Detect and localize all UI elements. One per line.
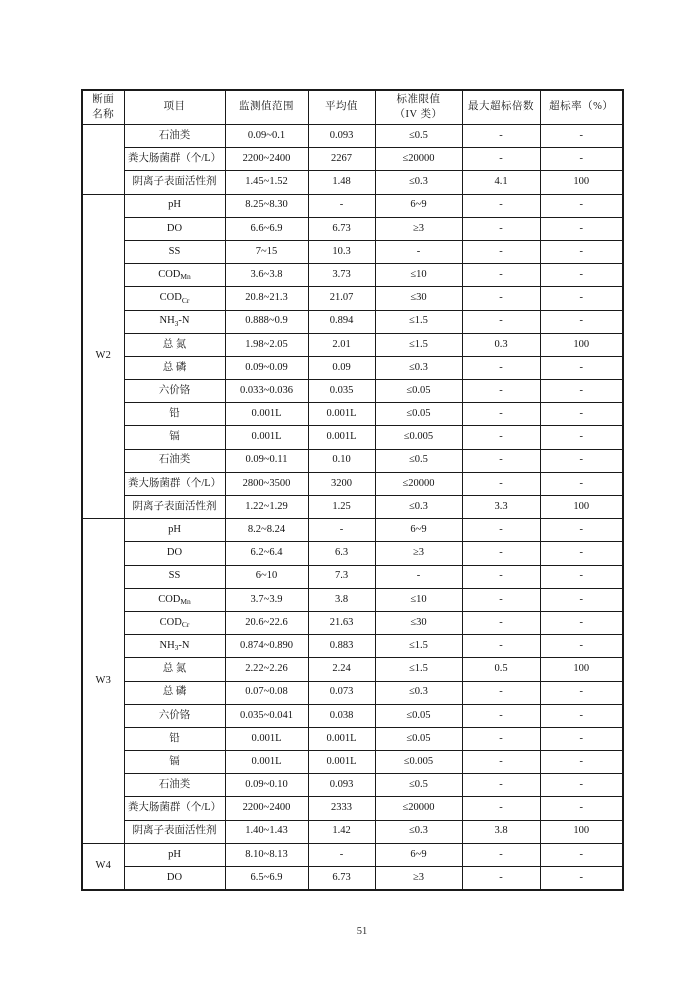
cell-range: 3.7~3.9 xyxy=(225,588,308,611)
cell-item xyxy=(124,148,225,171)
cell-item xyxy=(124,565,225,588)
cell-rate: - xyxy=(540,588,623,611)
cell-limit: ≤0.005 xyxy=(375,751,462,774)
cell-avg: 2.24 xyxy=(308,658,375,681)
item-subscript: Mn xyxy=(180,272,191,282)
item-text: 粪大肠菌群（个/L） xyxy=(127,802,222,814)
cell-max_multiple: 0.3 xyxy=(462,333,540,356)
item-text: 粪大肠菌群（个/L） xyxy=(127,153,222,165)
cell-range: 2800~3500 xyxy=(225,472,308,495)
table-row xyxy=(82,449,623,472)
cell-limit: ≤0.3 xyxy=(375,820,462,843)
cell-limit: ≤0.005 xyxy=(375,426,462,449)
cell-avg: 7.3 xyxy=(308,565,375,588)
cell-max_multiple: 4.1 xyxy=(462,171,540,194)
cell-limit: ≤0.5 xyxy=(375,125,462,148)
cell-item xyxy=(124,356,225,379)
cell-limit: ≤20000 xyxy=(375,472,462,495)
cell-range: 0.874~0.890 xyxy=(225,635,308,658)
table-row xyxy=(82,171,623,194)
cell-avg: 6.73 xyxy=(308,867,375,891)
cell-range: 1.40~1.43 xyxy=(225,820,308,843)
item-text: 六价铬 xyxy=(158,384,191,396)
cell-item xyxy=(124,704,225,727)
cell-item xyxy=(124,843,225,866)
cell-avg: 0.093 xyxy=(308,125,375,148)
item-text: 粪大肠菌群（个/L） xyxy=(127,477,222,489)
cell-rate: - xyxy=(540,727,623,750)
cell-rate: - xyxy=(540,774,623,797)
cell-avg: 0.883 xyxy=(308,635,375,658)
cell-range: 2.22~2.26 xyxy=(225,658,308,681)
cell-range: 0.09~0.09 xyxy=(225,356,308,379)
cell-max_multiple: - xyxy=(462,797,540,820)
cell-max_multiple: - xyxy=(462,125,540,148)
cell-range: 8.10~8.13 xyxy=(225,843,308,866)
cell-range: 0.001L xyxy=(225,426,308,449)
cell-max_multiple: - xyxy=(462,449,540,472)
cell-range: 3.6~3.8 xyxy=(225,264,308,287)
table-row xyxy=(82,148,623,171)
item-text: 总 磷 xyxy=(162,361,187,373)
cell-max_multiple: - xyxy=(462,751,540,774)
cell-range: 0.07~0.08 xyxy=(225,681,308,704)
item-subscript: 3 xyxy=(174,643,179,653)
cell-item xyxy=(124,472,225,495)
cell-avg: 2333 xyxy=(308,797,375,820)
cell-limit: ≤0.3 xyxy=(375,356,462,379)
cell-avg: 0.001L xyxy=(308,403,375,426)
cell-item xyxy=(124,774,225,797)
cell-avg: 3200 xyxy=(308,472,375,495)
table-row xyxy=(82,333,623,356)
cell-avg: 0.09 xyxy=(308,356,375,379)
cell-avg: 2.01 xyxy=(308,333,375,356)
table-row xyxy=(82,194,623,217)
cell-avg: 0.001L xyxy=(308,751,375,774)
cell-item xyxy=(124,426,225,449)
item-text: 总 氮 xyxy=(162,663,187,675)
item-text: 镉 xyxy=(169,755,180,767)
cell-item xyxy=(124,403,225,426)
table-row xyxy=(82,635,623,658)
cell-rate: 100 xyxy=(540,333,623,356)
cell-item xyxy=(124,542,225,565)
cell-limit: ≤0.5 xyxy=(375,449,462,472)
cell-limit: ≤0.3 xyxy=(375,496,462,519)
cell-rate: - xyxy=(540,240,623,263)
table-row xyxy=(82,588,623,611)
cell-item xyxy=(124,751,225,774)
cell-range: 0.001L xyxy=(225,751,308,774)
cell-avg: 0.038 xyxy=(308,704,375,727)
item-text: 总 氮 xyxy=(162,338,187,350)
cell-avg: 3.73 xyxy=(308,264,375,287)
cell-rate: - xyxy=(540,194,623,217)
cell-max_multiple: - xyxy=(462,565,540,588)
cell-limit: ≤1.5 xyxy=(375,635,462,658)
column-header-range: 监测值范围 xyxy=(225,90,308,125)
cell-avg: 10.3 xyxy=(308,240,375,263)
cell-limit: ≤20000 xyxy=(375,148,462,171)
cell-max_multiple: - xyxy=(462,774,540,797)
cell-avg: 3.8 xyxy=(308,588,375,611)
cell-range: 7~15 xyxy=(225,240,308,263)
cell-avg: 1.25 xyxy=(308,496,375,519)
item-subscript: Cr xyxy=(181,295,190,305)
item-text: 石油类 xyxy=(158,454,191,466)
cell-max_multiple: - xyxy=(462,635,540,658)
cell-rate: - xyxy=(540,356,623,379)
cell-range: 0.035~0.041 xyxy=(225,704,308,727)
item-text: COD xyxy=(158,593,181,605)
cell-limit: ≤10 xyxy=(375,588,462,611)
cell-range: 0.09~0.1 xyxy=(225,125,308,148)
item-text: NH xyxy=(159,639,175,651)
cell-max_multiple: - xyxy=(462,704,540,727)
cell-rate: 100 xyxy=(540,820,623,843)
cell-rate: - xyxy=(540,843,623,866)
cell-limit: ≤20000 xyxy=(375,797,462,820)
table-row xyxy=(82,496,623,519)
cell-rate: - xyxy=(540,542,623,565)
table-row xyxy=(82,611,623,634)
item-text: COD xyxy=(159,292,182,304)
cell-max_multiple: - xyxy=(462,867,540,891)
cell-rate: - xyxy=(540,472,623,495)
cell-max_multiple: - xyxy=(462,217,540,240)
cell-limit: ≤0.5 xyxy=(375,774,462,797)
cell-rate: - xyxy=(540,264,623,287)
cell-range: 0.09~0.11 xyxy=(225,449,308,472)
cell-rate: - xyxy=(540,681,623,704)
cell-avg: 21.63 xyxy=(308,611,375,634)
cell-limit: ≤0.3 xyxy=(375,171,462,194)
cell-avg: 21.07 xyxy=(308,287,375,310)
column-header-max_multiple: 最大超标倍数 xyxy=(462,90,540,125)
table-row xyxy=(82,519,623,542)
cell-item xyxy=(124,264,225,287)
column-header-limit: 标准限值 （IV 类） xyxy=(375,90,462,125)
cell-item xyxy=(124,658,225,681)
cell-max_multiple: - xyxy=(462,240,540,263)
cell-limit: ≤0.05 xyxy=(375,403,462,426)
item-text-tail: -N xyxy=(178,315,190,327)
table-header xyxy=(82,90,623,125)
item-text: DO xyxy=(166,222,183,234)
item-text: DO xyxy=(166,871,183,883)
cell-avg: 1.42 xyxy=(308,820,375,843)
cell-avg: 0.035 xyxy=(308,380,375,403)
cell-item xyxy=(124,171,225,194)
cell-max_multiple: - xyxy=(462,403,540,426)
cell-item xyxy=(124,797,225,820)
table-row xyxy=(82,542,623,565)
cell-limit: ≤0.05 xyxy=(375,704,462,727)
item-text: 铅 xyxy=(169,732,180,744)
cell-rate: - xyxy=(540,125,623,148)
cell-avg: 2267 xyxy=(308,148,375,171)
cell-rate: - xyxy=(540,635,623,658)
cell-limit: 6~9 xyxy=(375,519,462,542)
cell-rate: - xyxy=(540,611,623,634)
cell-range: 8.2~8.24 xyxy=(225,519,308,542)
water-quality-monitoring-table xyxy=(81,89,624,891)
cell-avg: 0.10 xyxy=(308,449,375,472)
table-body xyxy=(82,125,623,891)
item-text: 镉 xyxy=(169,431,180,443)
cell-rate: - xyxy=(540,426,623,449)
column-header-rate: 超标率（%） xyxy=(540,90,623,125)
section-name-cell: W3 xyxy=(82,519,124,844)
cell-range: 20.8~21.3 xyxy=(225,287,308,310)
table-row xyxy=(82,658,623,681)
table-row xyxy=(82,751,623,774)
item-subscript: Cr xyxy=(181,620,190,630)
cell-item xyxy=(124,287,225,310)
table-row xyxy=(82,843,623,866)
cell-limit: ≤1.5 xyxy=(375,333,462,356)
cell-avg: 1.48 xyxy=(308,171,375,194)
cell-item xyxy=(124,217,225,240)
cell-avg: - xyxy=(308,194,375,217)
cell-limit: - xyxy=(375,240,462,263)
item-text: 总 磷 xyxy=(162,686,187,698)
cell-item xyxy=(124,519,225,542)
cell-max_multiple: - xyxy=(462,681,540,704)
table-row xyxy=(82,797,623,820)
cell-rate: 100 xyxy=(540,171,623,194)
cell-item xyxy=(124,449,225,472)
item-text: COD xyxy=(158,268,181,280)
cell-item xyxy=(124,194,225,217)
cell-item xyxy=(124,820,225,843)
cell-range: 6.2~6.4 xyxy=(225,542,308,565)
cell-rate: 100 xyxy=(540,658,623,681)
table-row xyxy=(82,264,623,287)
cell-avg: 0.073 xyxy=(308,681,375,704)
cell-limit: 6~9 xyxy=(375,194,462,217)
cell-max_multiple: - xyxy=(462,727,540,750)
cell-range: 6.6~6.9 xyxy=(225,217,308,240)
item-text: 阴离子表面活性剂 xyxy=(132,825,217,837)
cell-rate: - xyxy=(540,403,623,426)
cell-rate: - xyxy=(540,148,623,171)
cell-max_multiple: 3.8 xyxy=(462,820,540,843)
cell-rate: - xyxy=(540,217,623,240)
item-text: 阴离子表面活性剂 xyxy=(132,500,217,512)
cell-max_multiple: - xyxy=(462,380,540,403)
cell-max_multiple: - xyxy=(462,356,540,379)
cell-avg: 6.73 xyxy=(308,217,375,240)
cell-max_multiple: - xyxy=(462,611,540,634)
cell-limit: ≤1.5 xyxy=(375,658,462,681)
table-row xyxy=(82,727,623,750)
cell-max_multiple: - xyxy=(462,194,540,217)
cell-item xyxy=(124,125,225,148)
cell-avg: 0.001L xyxy=(308,426,375,449)
cell-max_multiple: - xyxy=(462,542,540,565)
table-row xyxy=(82,820,623,843)
cell-range: 6.5~6.9 xyxy=(225,867,308,891)
cell-max_multiple: - xyxy=(462,264,540,287)
cell-limit: ≥3 xyxy=(375,867,462,891)
item-text-tail: -N xyxy=(178,639,190,651)
cell-range: 20.6~22.6 xyxy=(225,611,308,634)
cell-max_multiple: - xyxy=(462,519,540,542)
cell-range: 2200~2400 xyxy=(225,148,308,171)
table-row xyxy=(82,867,623,891)
table-row xyxy=(82,403,623,426)
item-text: COD xyxy=(159,616,182,628)
cell-limit: ≤0.05 xyxy=(375,380,462,403)
cell-rate: - xyxy=(540,380,623,403)
cell-limit: ≤10 xyxy=(375,264,462,287)
item-subscript: Mn xyxy=(180,597,191,607)
cell-max_multiple: - xyxy=(462,472,540,495)
cell-max_multiple: - xyxy=(462,287,540,310)
cell-limit: 6~9 xyxy=(375,843,462,866)
item-text: 阴离子表面活性剂 xyxy=(132,176,217,188)
cell-rate: - xyxy=(540,519,623,542)
cell-max_multiple: 3.3 xyxy=(462,496,540,519)
cell-item xyxy=(124,588,225,611)
cell-max_multiple: - xyxy=(462,148,540,171)
item-text: pH xyxy=(168,848,181,860)
item-text: SS xyxy=(168,245,181,257)
table-row xyxy=(82,356,623,379)
table-row xyxy=(82,565,623,588)
cell-max_multiple: - xyxy=(462,588,540,611)
column-header-item: 项目 xyxy=(124,90,225,125)
item-text: SS xyxy=(168,570,181,582)
column-header-section: 断面 名称 xyxy=(82,90,124,125)
cell-range: 1.98~2.05 xyxy=(225,333,308,356)
cell-range: 0.888~0.9 xyxy=(225,310,308,333)
cell-range: 6~10 xyxy=(225,565,308,588)
cell-item xyxy=(124,310,225,333)
cell-item xyxy=(124,240,225,263)
cell-avg: 0.894 xyxy=(308,310,375,333)
table-row xyxy=(82,681,623,704)
table-row xyxy=(82,472,623,495)
cell-limit: ≥3 xyxy=(375,217,462,240)
table-row xyxy=(82,125,623,148)
section-name-cell: W2 xyxy=(82,194,124,519)
section-name-cell: W4 xyxy=(82,843,124,890)
cell-item xyxy=(124,380,225,403)
cell-limit: ≤30 xyxy=(375,611,462,634)
cell-rate: - xyxy=(540,751,623,774)
cell-max_multiple: - xyxy=(462,310,540,333)
table-row xyxy=(82,287,623,310)
cell-rate: - xyxy=(540,287,623,310)
cell-max_multiple: - xyxy=(462,843,540,866)
cell-avg: 0.093 xyxy=(308,774,375,797)
item-text: 石油类 xyxy=(158,779,191,791)
cell-rate: - xyxy=(540,449,623,472)
cell-rate: - xyxy=(540,310,623,333)
cell-range: 0.09~0.10 xyxy=(225,774,308,797)
item-text: DO xyxy=(166,547,183,559)
cell-rate: - xyxy=(540,565,623,588)
cell-item xyxy=(124,611,225,634)
page-number: 51 xyxy=(356,926,368,937)
cell-item xyxy=(124,635,225,658)
cell-item xyxy=(124,333,225,356)
cell-item xyxy=(124,867,225,891)
cell-limit: ≥3 xyxy=(375,542,462,565)
cell-limit: ≤1.5 xyxy=(375,310,462,333)
cell-rate: 100 xyxy=(540,496,623,519)
item-text: pH xyxy=(168,524,181,536)
table-row xyxy=(82,774,623,797)
cell-range: 2200~2400 xyxy=(225,797,308,820)
cell-range: 8.25~8.30 xyxy=(225,194,308,217)
cell-limit: ≤30 xyxy=(375,287,462,310)
table-row xyxy=(82,704,623,727)
column-header-avg: 平均值 xyxy=(308,90,375,125)
cell-max_multiple: - xyxy=(462,426,540,449)
cell-avg: - xyxy=(308,843,375,866)
cell-avg: 6.3 xyxy=(308,542,375,565)
table-row xyxy=(82,380,623,403)
cell-range: 0.001L xyxy=(225,727,308,750)
cell-item xyxy=(124,727,225,750)
item-text: 六价铬 xyxy=(158,709,191,721)
cell-item xyxy=(124,681,225,704)
table-row xyxy=(82,217,623,240)
cell-limit: ≤0.05 xyxy=(375,727,462,750)
item-text: NH xyxy=(159,315,175,327)
section-name-cell xyxy=(82,125,124,195)
cell-item xyxy=(124,496,225,519)
header-row xyxy=(82,90,623,125)
cell-range: 0.001L xyxy=(225,403,308,426)
item-subscript: 3 xyxy=(174,318,179,328)
item-text: pH xyxy=(168,199,181,211)
cell-limit: - xyxy=(375,565,462,588)
table-row xyxy=(82,426,623,449)
table-row xyxy=(82,310,623,333)
cell-rate: - xyxy=(540,704,623,727)
item-text: 铅 xyxy=(169,408,180,420)
cell-range: 1.22~1.29 xyxy=(225,496,308,519)
cell-rate: - xyxy=(540,867,623,891)
cell-max_multiple: 0.5 xyxy=(462,658,540,681)
cell-limit: ≤0.3 xyxy=(375,681,462,704)
table-row xyxy=(82,240,623,263)
cell-range: 1.45~1.52 xyxy=(225,171,308,194)
cell-range: 0.033~0.036 xyxy=(225,380,308,403)
cell-avg: 0.001L xyxy=(308,727,375,750)
item-text: 石油类 xyxy=(158,129,191,141)
cell-avg: - xyxy=(308,519,375,542)
cell-rate: - xyxy=(540,797,623,820)
